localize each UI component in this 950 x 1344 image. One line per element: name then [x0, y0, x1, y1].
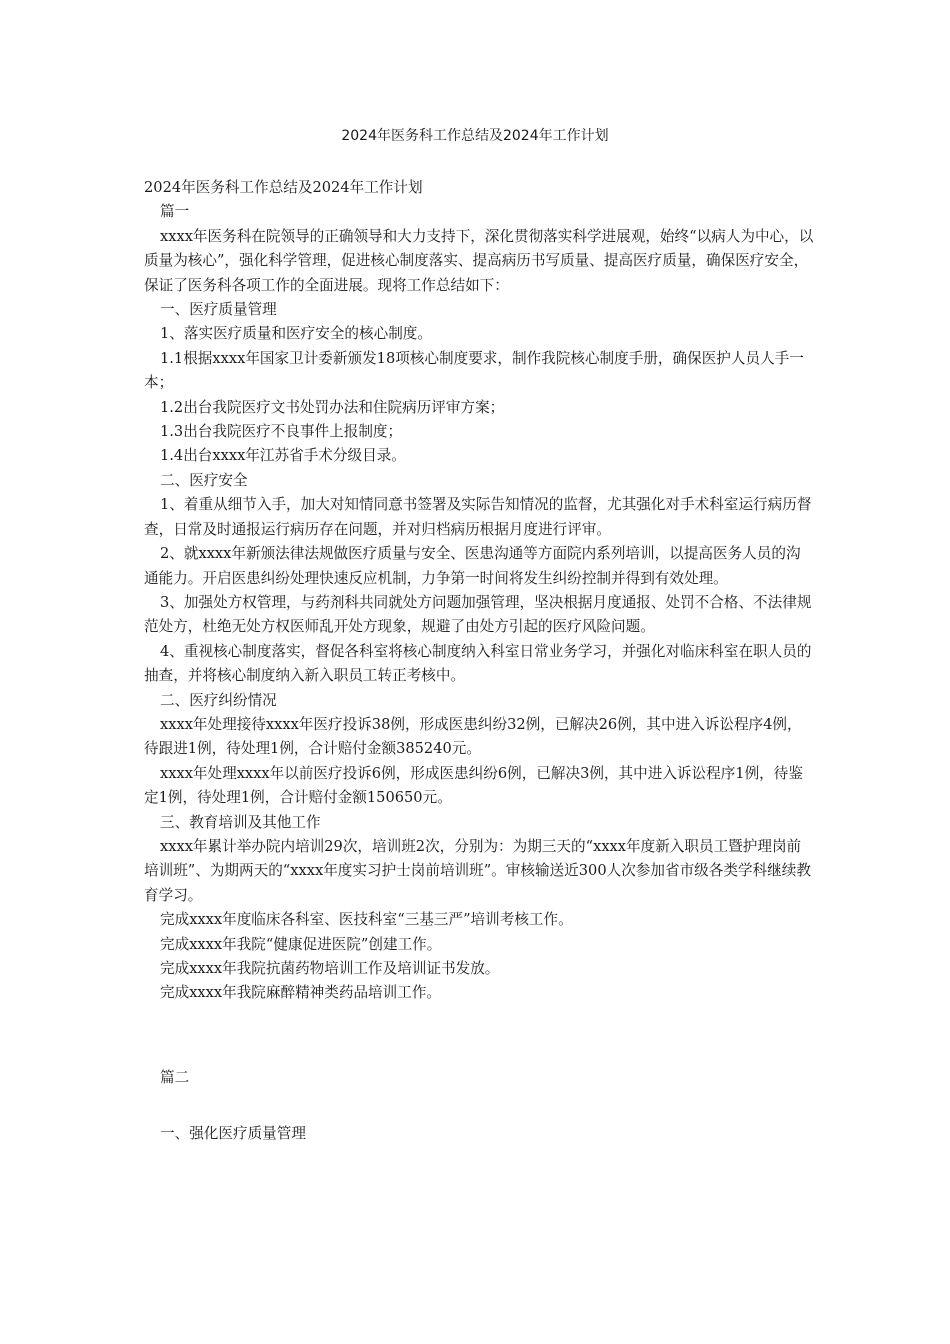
paragraph: 4、重视核心制度落实，督促各科室将核心制度纳入科室日常业务学习，并强化对临床科室在职人员的抽查，并将核心制度纳入新入职员工转正考核中。 [144, 642, 812, 685]
section-heading: 二、医疗安全 [160, 471, 248, 489]
paragraph: 1.3出台我院医疗不良事件上报制度； [160, 423, 403, 441]
document-body [144, 176, 814, 1147]
section-heading: 三、教育培训及其他工作 [160, 813, 321, 831]
spacer [144, 1006, 814, 1066]
section-label-part-two: 篇二 [160, 1068, 190, 1086]
paragraph: xxxx年累计举办院内培训29次，培训班2次，分别为：为期三天的“xxxx年度新入职员工暨护理岗前培训班”、为期两天的“xxxx年度实习护士岗前培训班”。审核输送近300人次参加省市级各类学科继续教育学习。 [144, 837, 811, 904]
paragraph: 3、加强处方权管理，与药剂科共同就处方问题加强管理，坚决根据月度通报、处罚不合格、不法律规范处方，杜绝无处方权医师乱开处方现象，规避了由处方引起的医疗风险问题。 [144, 593, 812, 636]
paragraph: 1.4出台xxxx年江苏省手术分级目录。 [160, 447, 406, 465]
section-heading: 一、医疗质量管理 [160, 301, 277, 319]
paragraph: 2、就xxxx年新颁法律法规做医疗质量与安全、医患沟通等方面院内系列培训，以提高医务人员的沟通能力。开启医患纠纷处理快速反应机制，力争第一时间将发生纠纷控制并得到有效处理。 [144, 545, 801, 587]
paragraph: 1.1根据xxxx年国家卫计委新颁发18项核心制度要求，制作我院核心制度手册，确保医护人员人手一本； [144, 349, 804, 392]
spacer [144, 1090, 814, 1122]
paragraph: xxxx年处理接待xxxx年医疗投诉38例，形成医患纠纷32例，已解决26例，其中进入诉讼程序4例，待跟进1例，待处理1例，合计赔付金额385240元。 [144, 715, 802, 758]
paragraph: xxxx年处理xxxx年以前医疗投诉6例，形成医患纠纷6例，已解决3例，其中进入诉讼程序1例，待鉴定1例，待处理1例，合计赔付金额150650元。 [144, 764, 803, 807]
document-title: 2024年医务科工作总结及2024年工作计划 [341, 128, 609, 144]
paragraph: 1、着重从细节入手，加大对知情同意书签署及实际告知情况的监督，尤其强化对手术科室运行病历督查，日常及时通报运行病历存在问题，并对归档病历根据月度进行评审。 [144, 496, 812, 538]
intro-paragraph: xxxx年医务科在院领导的正确领导和大力支持下，深化贯彻落实科学进展观，始终“以病人为中心，以质量为核心”，强化科学管理，促进核心制度落实、提高病历书写质量、提高医疗质量，确保医疗安全，保证了医务科各项工作的全面进展。现将工作总结如下： [144, 227, 814, 294]
subtitle: 2024年医务科工作总结及2024年工作计划 [144, 179, 423, 196]
paragraph: 1、落实医疗质量和医疗安全的核心制度。 [160, 325, 432, 343]
paragraph: 完成xxxx年度临床各科室、医技科室“三基三严”培训考核工作。 [160, 911, 573, 929]
paragraph: 完成xxxx年我院抗菌药物培训工作及培训证书发放。 [160, 960, 500, 977]
section-label-part-one: 篇一 [160, 203, 190, 221]
paragraph: 完成xxxx年我院麻醉精神类药品培训工作。 [160, 984, 442, 1002]
section-heading: 一、强化医疗质量管理 [160, 1125, 306, 1143]
paragraph: 1.2出台我院医疗文书处罚办法和住院病历评审方案； [160, 398, 505, 416]
section-heading: 二、医疗纠纷情况 [160, 691, 277, 709]
paragraph: 完成xxxx年我院“健康促进医院”创建工作。 [160, 935, 442, 953]
